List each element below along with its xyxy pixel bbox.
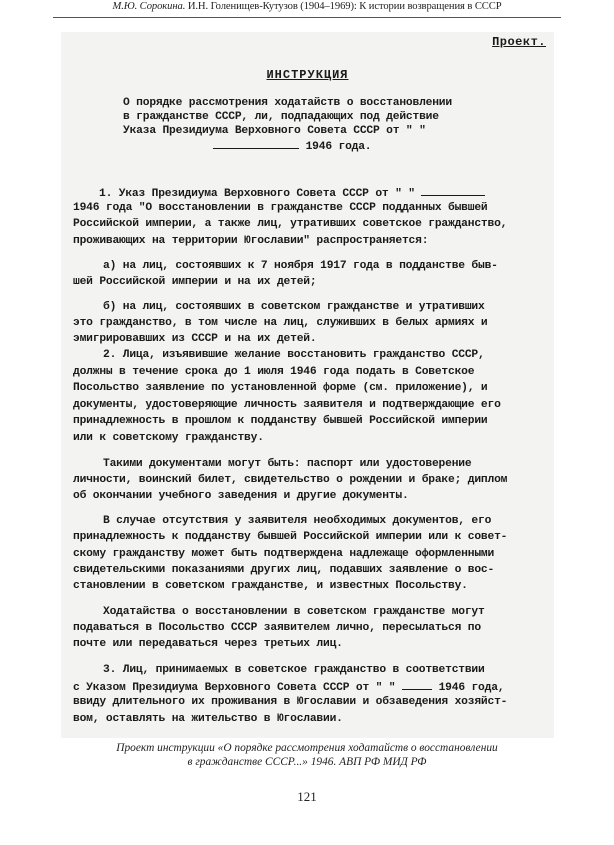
- body-line: или к советскому гражданству.: [73, 432, 264, 444]
- figure-caption: [0, 741, 614, 769]
- subtitle-line: О порядке рассмотрения ходатайств о восстановлении: [123, 97, 452, 109]
- body-line: 3. Лиц, принимаемых в советское гражданство в соответствии: [103, 664, 485, 676]
- subtitle-date-line: [213, 139, 371, 153]
- body-line: а) на лиц, состоявших к 7 ноября 1917 года в подданстве быв-: [103, 260, 498, 272]
- body-line: принадлежность к подданству бывшей Российской империи или к совет-: [73, 531, 508, 543]
- body-line: проживающих на территории Югославии" распространяется:: [73, 235, 429, 247]
- body-line: 1946 года "О восстановлении в гражданстве СССР подданных бывшей: [73, 202, 488, 214]
- body-line: эмигрировавших из СССР и на их детей.: [73, 333, 317, 345]
- body-line: принадлежность в прошлом к подданству бывшей Российской империи: [73, 415, 488, 427]
- running-head: [0, 0, 614, 16]
- draft-mark: Проект.: [492, 35, 546, 49]
- body-line: подаваться в Посольство СССР заявителем лично, пересылаться по: [73, 622, 481, 634]
- body-text: 1946 года,: [438, 682, 505, 694]
- scanned-document: [61, 32, 554, 738]
- date-blank: [213, 139, 299, 149]
- running-head-author: М.Ю. Сорокина.: [112, 1, 186, 12]
- body-line: Такими документами могут быть: паспорт или удостоверение: [103, 458, 472, 470]
- body-line: почте или передаваться через третьих лиц.: [73, 638, 343, 650]
- subtitle-line: 1946 года.: [305, 141, 372, 153]
- body-line: документы, удостоверяющие личность заявителя и подтверждающие его: [73, 399, 501, 411]
- body-line: это гражданство, в том числе на лиц, служивших в белых армиях и: [73, 317, 488, 329]
- body-line: скому гражданству может быть подтверждена надлежаще оформленными: [73, 548, 495, 560]
- body-line: должны в течение срока до 1 июля 1946 года подать в Советское: [73, 366, 475, 378]
- body-line: Российской империи, а также лиц, утративших советское гражданство,: [73, 218, 508, 230]
- running-head-title: И.Н. Голенищев-Кутузов (1904–1969): К истории возвращения в СССР: [187, 1, 502, 12]
- document-title: ИНСТРУКЦИЯ: [266, 68, 349, 82]
- body-line: становлении в советском гражданстве, и известных Посольству.: [73, 580, 468, 592]
- body-line: ввиду длительного их проживания в Югославии и обзаведения хозяйст-: [73, 696, 508, 708]
- date-blank: [421, 186, 485, 196]
- body-line: 2. Лица, изъявившие желание восстановить гражданство СССР,: [103, 349, 485, 361]
- page-number: 121: [297, 789, 317, 804]
- body-line: шей Российской империи и на их детей;: [73, 276, 317, 288]
- body-text: с Указом Президиума Верховного Совета СССР от " ": [73, 682, 396, 694]
- date-blank: [402, 680, 432, 690]
- body-line: б) на лиц, состоявших в советском гражданстве и утративших: [103, 301, 485, 313]
- body-line: [99, 186, 485, 200]
- body-text: 1. Указ Президиума Верховного Совета СССР от " ": [99, 188, 415, 200]
- body-line: личности, воинский билет, свидетельство о рождении и браке; диплом: [73, 474, 508, 486]
- body-line: Ходатайства о восстановлении в советском гражданстве могут: [103, 606, 485, 618]
- caption-line: Проект инструкции «О порядке рассмотрения ходатайств о восстановлении: [116, 742, 498, 754]
- caption-line: в гражданстве СССР...» 1946. АВП РФ МИД РФ: [187, 756, 427, 768]
- body-line: В случае отсутствия у заявителя необходимых документов, его: [103, 515, 492, 527]
- running-head-rule: [53, 17, 561, 18]
- subtitle-line: Указа Президиума Верховного Совета СССР от " ": [123, 125, 426, 137]
- body-line: свидетельскими показаниями других лиц, подавших заявление о вос-: [73, 564, 495, 576]
- body-line: вом, оставлять на жительство в Югославии.: [73, 713, 343, 725]
- body-line: [73, 680, 504, 694]
- body-line: Посольство заявление по установленной форме (см. приложение), и: [73, 382, 488, 394]
- body-line: об окончании учебного заведения и другие документы.: [73, 490, 409, 502]
- subtitle-line: в гражданстве СССР, ли, подпадающих под действие: [123, 111, 439, 123]
